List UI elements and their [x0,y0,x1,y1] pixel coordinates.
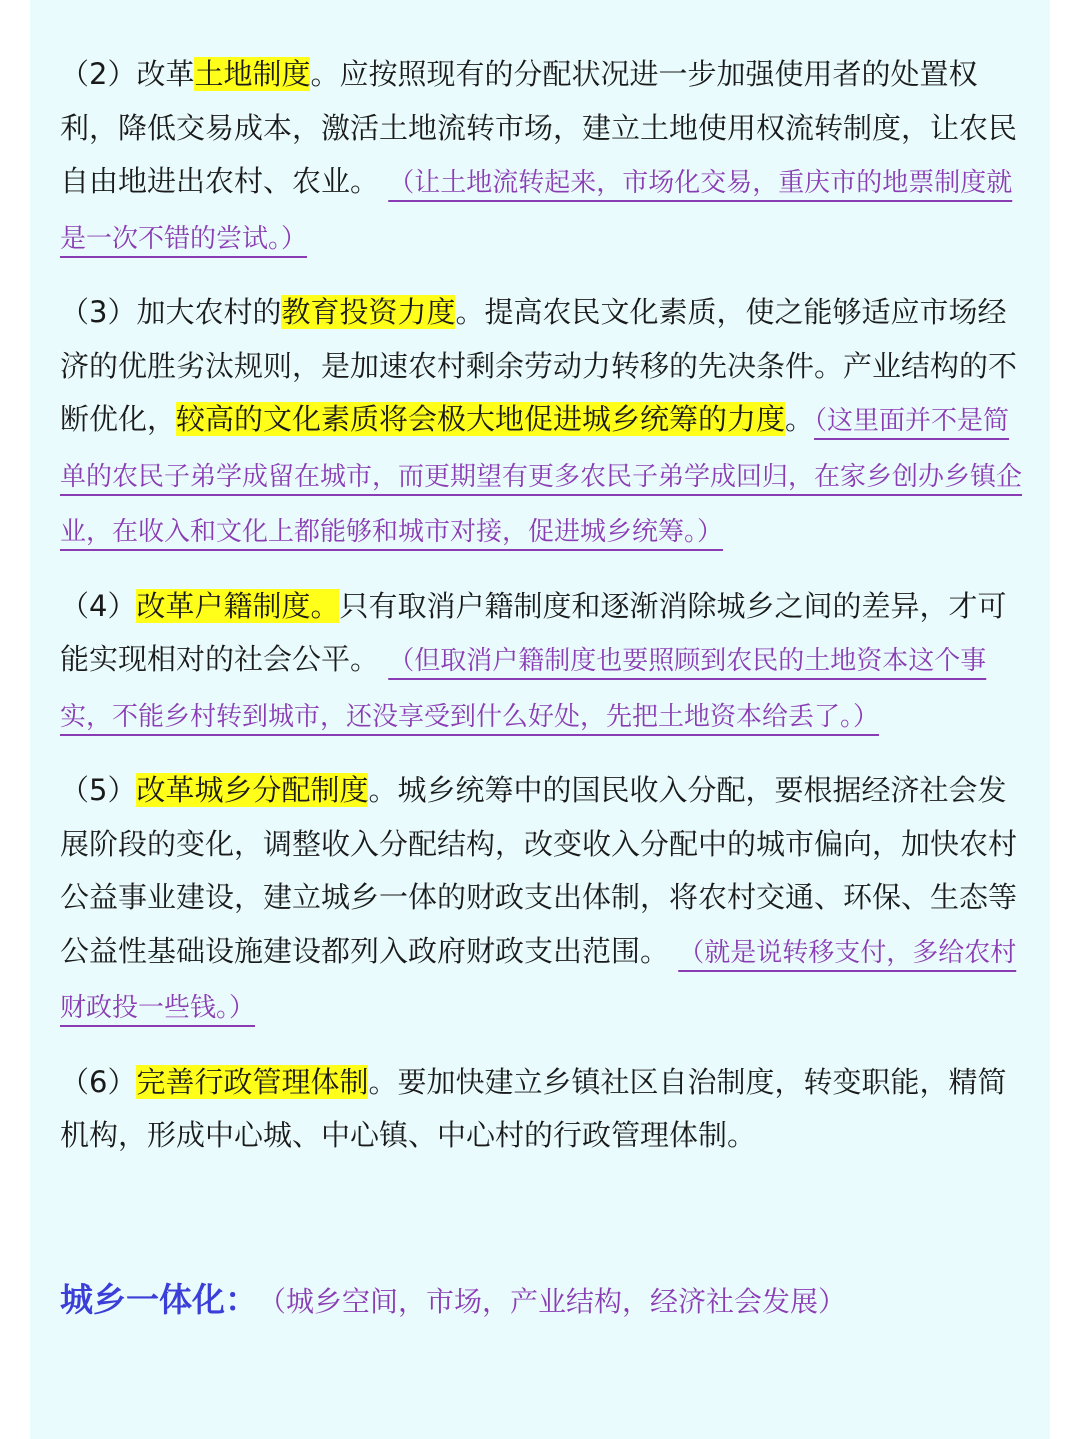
paragraph-body: 。应按照现有的分配状况进一步加强使用者的处置权利，降低交易成本，激活土地流转市场，建立土地使用权流转制度，让农民自由地进出农村、农业。 [60,57,1018,198]
highlighted-keyword: 土地制度 [194,57,311,91]
annotation-note: （这里面并不是简单的农民子弟学成留在城市，而更期望有更多农民子弟学成回归，在家乡创办乡镇企业，在收入和文化上都能够和城市对接，促进城乡统筹。） [60,406,1023,547]
item-lead-text: 改革 [136,57,195,91]
item-number: （2） [60,57,137,91]
paragraph-household-registration [60,580,1025,745]
paragraph-land-reform [60,48,1025,266]
paragraph-education-investment [60,286,1025,560]
page-background [30,0,1050,1439]
summary-note: （城乡空间，市场，产业结构，经济社会发展） [272,1285,847,1318]
paragraph-body: 只有取消户籍制度和逐渐消除城乡之间的差异，才可能实现相对的社会公平。 [60,588,1007,676]
paragraph-body: 。提高农民文化素质，使之能够适应市场经济的优胜劣汰规则，是加速农村剩余劳动力转移的先决条件。产业结构的不断优化， [60,295,1018,436]
highlighted-keyword: 完善行政管理体制 [136,1064,369,1099]
highlighted-sentence: 较高的文化素质将会极大地促进城乡统筹的力度 [176,402,786,436]
highlighted-keyword: 教育投资力度 [281,295,456,329]
annotation-note: （就是说转移支付，多给农村财政投一些钱。） [60,937,1017,1023]
annotation-note: （让土地流转起来，市场化交易，重庆市的地票制度就是一次不错的尝试。） [60,168,1013,254]
paragraph-distribution-reform [60,764,1025,1036]
paragraph-body: 。城乡统筹中的国民收入分配，要根据经济社会发展阶段的变化，调整收入分配结构，改变收入分配中的城市偏向，加快农村公益事业建设，建立城乡一体的财政支出体制，将农村交通、环保、生态等公益性基础设施建设都列入政府财政支出范围。 [60,773,1018,968]
item-lead-text: 加大农村的 [136,295,282,329]
highlighted-keyword: 改革城乡分配制度 [136,773,369,807]
item-number: （5） [60,773,137,807]
annotation-note: （但取消户籍制度也要照顾到农民的土地资本这个事实，不能乡村转到城市，还没享受到什么好处，先把土地资本给丢了。） [60,646,987,732]
highlighted-keyword: 改革户籍制度。 [136,588,340,623]
item-number: （6） [60,1064,137,1099]
item-number: （3） [60,295,137,329]
summary-title: 城乡一体化： [60,1280,258,1319]
document-body [60,48,1025,1183]
paragraph-administration [60,1056,1025,1163]
summary-line [60,1272,1040,1334]
paragraph-end: 。 [785,402,815,436]
paragraph-body: 。要加快建立乡镇社区自治制度，转变职能，精简机构，形成中心城、中心镇、中心村的行政管理体制。 [60,1064,1007,1152]
item-number: （4） [60,588,137,623]
